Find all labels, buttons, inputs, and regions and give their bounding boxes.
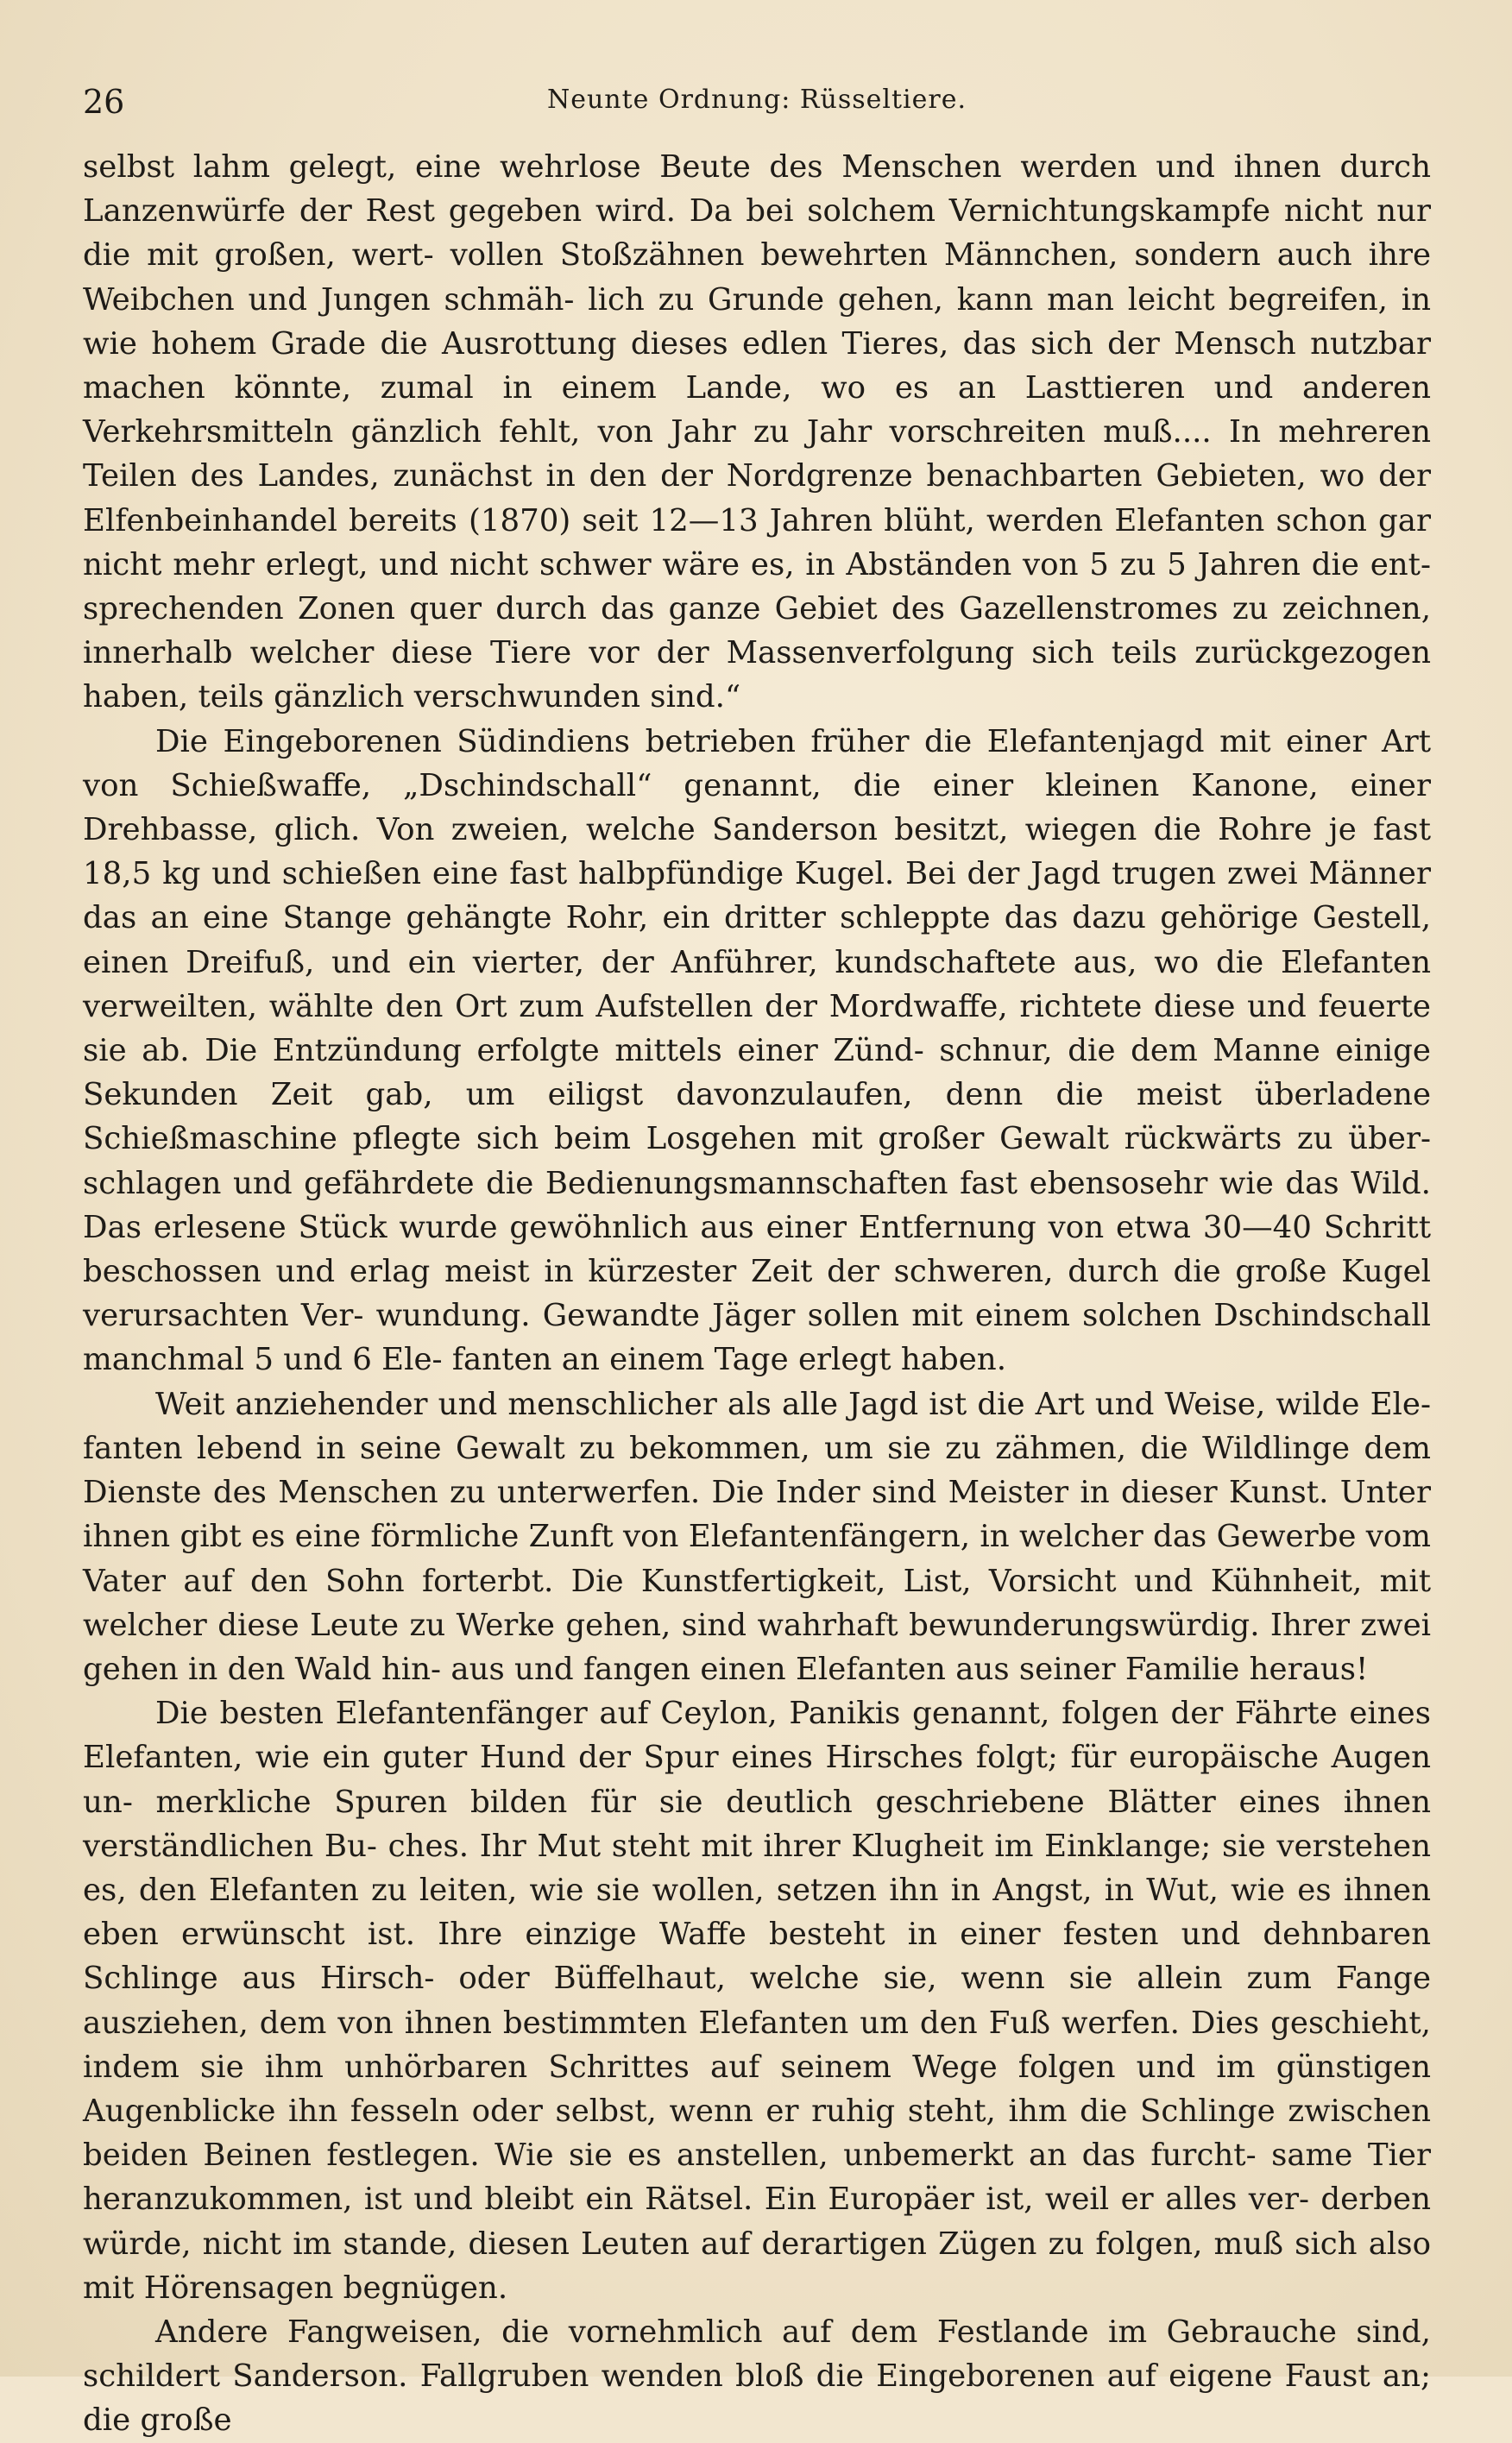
paragraph: Die Eingeborenen Südindiens betrieben früher die Elefantenjagd mit einer Art von Schießwaffe, „Dschindschall“ genannt, die einer kleinen Kanone, einer Drehbasse, glich. Von zweien, welche Sanderson besitzt, wiegen die Rohre je fast 18,5 kg und schießen eine fast halbpfündige Kugel. Bei der Jagd trugen zwei Männer das an eine Stange gehängte Rohr, ein dritter schleppte das dazu gehörige Gestell, einen Dreifuß, und ein vierter, der Anführer, kundschaftete aus, wo die Elefanten verweilten, wählte den Ort zum Aufstellen der Mordwaffe, richtete diese und feuerte sie ab. Die Entzündung erfolgte mittels einer Zünd- schnur, die dem Manne einige Sekunden Zeit gab, um eiligst davonzulaufen, denn die meist überladene Schießmaschine pflegte sich beim Losgehen mit großer Gewalt rückwärts zu über- schlagen und gefährdete die Bedienungsmannschaften fast ebensosehr wie das Wild. Das erlesene Stück wurde gewöhnlich aus einer Entfernung von etwa 30—40 Schritt beschossen und erlag meist in kürzester Zeit der schweren, durch die große Kugel verursachten Ver- wundung. Gewandte Jäger sollen mit einem solchen Dschindschall manchmal 5 und 6 Ele- fanten an einem Tage erlegt haben.	[83, 723, 1431, 1378]
body-text	[83, 145, 1431, 2439]
paragraph: Andere Fangweisen, die vornehmlich auf dem Festlande im Gebrauche sind, schildert Sanderson. Fallgruben wenden bloß die Eingeborenen auf eigene Faust an; die große	[83, 2314, 1431, 2439]
paragraph: Weit anziehender und menschlicher als alle Jagd ist die Art und Weise, wilde Ele- fanten lebend in seine Gewalt zu bekommen, um sie zu zähmen, die Wildlinge dem Dienste des Menschen zu unterwerfen. Die Inder sind Meister in dieser Kunst. Unter ihnen gibt es eine förmliche Zunft von Elefantenfängern, in welcher das Gewerbe vom Vater auf den Sohn forterbt. Die Kunstfertigkeit, List, Vorsicht und Kühnheit, mit welcher diese Leute zu Werke gehen, sind wahrhaft bewunderungswürdig. Ihrer zwei gehen in den Wald hin- aus und fangen einen Elefanten aus seiner Familie heraus!	[83, 1386, 1431, 1687]
page-header	[83, 83, 1431, 135]
paragraph: selbst lahm gelegt, eine wehrlose Beute des Menschen werden und ihnen durch Lanzenwürfe der Rest gegeben wird. Da bei solchem Vernichtungskampfe nicht nur die mit großen, wert- vollen Stoßzähnen bewehrten Männchen, sondern auch ihre Weibchen und Jungen schmäh- lich zu Grunde gehen, kann man leicht begreifen, in wie hohem Grade die Ausrottung dieses edlen Tieres, das sich der Mensch nutzbar machen könnte, zumal in einem Lande, wo es an Lasttieren und anderen Verkehrsmitteln gänzlich fehlt, von Jahr zu Jahr vorschreiten muß.... In mehreren Teilen des Landes, zunächst in den der Nordgrenze benachbarten Gebieten, wo der Elfenbeinhandel bereits (1870) seit 12—13 Jahren blüht, werden Elefanten schon gar nicht mehr erlegt, und nicht schwer wäre es, in Abständen von 5 zu 5 Jahren die ent- sprechenden Zonen quer durch das ganze Gebiet des Gazellenstromes zu zeichnen, innerhalb welcher diese Tiere vor der Massenverfolgung sich teils zurückgezogen haben, teils gänzlich verschwunden sind.“	[83, 149, 1431, 715]
paragraph: Die besten Elefantenfänger auf Ceylon, Panikis genannt, folgen der Fährte eines Elefanten, wie ein guter Hund der Spur eines Hirsches folgt; für europäische Augen un- merkliche Spuren bilden für sie deutlich geschriebene Blätter eines ihnen verständlichen Bu- ches. Ihr Mut steht mit ihrer Klugheit im Einklange; sie verstehen es, den Elefanten zu leiten, wie sie wollen, setzen ihn in Angst, in Wut, wie es ihnen eben erwünscht ist. Ihre einzige Waffe besteht in einer festen und dehnbaren Schlinge aus Hirsch- oder Büffelhaut, welche sie, wenn sie allein zum Fange ausziehen, dem von ihnen bestimmten Elefanten um den Fuß werfen. Dies geschieht, indem sie ihm unhörbaren Schrittes auf seinem Wege folgen und im günstigen Augenblicke ihn fesseln oder selbst, wenn er ruhig steht, ihm die Schlinge zwischen beiden Beinen festlegen. Wie sie es anstellen, unbemerkt an das furcht- same Tier heranzukommen, ist und bleibt ein Rätsel. Ein Europäer ist, weil er alles ver- derben würde, nicht im stande, diesen Leuten auf derartigen Zügen zu folgen, muß sich also mit Hörensagen begnügen.	[83, 1696, 1431, 2306]
page-number: 26	[83, 83, 125, 121]
running-head: Neunte Ordnung: Rüsseltiere.	[546, 85, 967, 115]
